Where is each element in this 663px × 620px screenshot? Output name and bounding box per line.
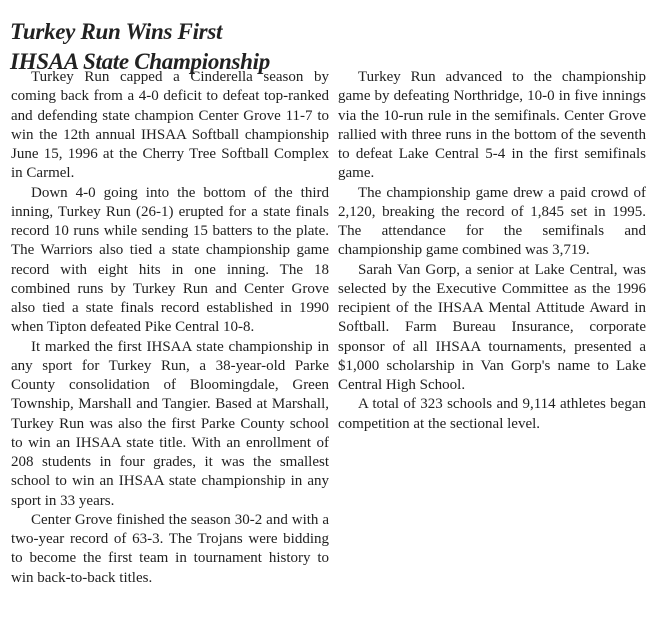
headline-line-2: IHSAA State Championship bbox=[10, 49, 270, 75]
paragraph: Sarah Van Gorp, a senior at Lake Central, was selected by the Executive Committee as the 1996 recipient of the IHSAA Mental Attitude Award in Softball. Farm Bureau Insurance, corporate sponsor of all IHSAA tournaments, presented a $1,000 scholarship in Van Gorp's name to Lake Central High School. bbox=[338, 261, 646, 393]
right-column bbox=[338, 68, 646, 434]
paragraph: Center Grove finished the season 30-2 and with a two-year record of 63-3. The Trojans were bidding to become the first team in tournament history to win back-to-back titles. bbox=[11, 511, 329, 586]
left-column bbox=[11, 68, 329, 588]
paragraph: A total of 323 schools and 9,114 athletes began competition at the sectional level. bbox=[338, 396, 646, 432]
headline-line-1: Turkey Run Wins First bbox=[10, 19, 223, 45]
paragraph: Turkey Run capped a Cinderella season by coming back from a 4-0 deficit to defeat top-ranked and defending state champion Center Grove 11-7 to win the 12th annual IHSAA Softball championship June 15, 1996 at the Cherry Tree Softball Complex in Carmel. bbox=[11, 69, 329, 182]
paragraph: The championship game drew a paid crowd of 2,120, breaking the record of 1,845 set in 1995. The attendance for the semifinals and championship game combined was 3,719. bbox=[338, 184, 646, 259]
paragraph: Down 4-0 going into the bottom of the third inning, Turkey Run (26-1) erupted for a state finals record 10 runs while sending 15 batters to the plate. The Warriors also tied a state championship game record with eight hits in one inning. The 18 combined runs by Turkey Run and Center Grove also tied a state finals record established in 1990 when Tipton defeated Pike Central 10-8. bbox=[11, 184, 329, 336]
paragraph: Turkey Run advanced to the championship game by defeating Northridge, 10-0 in five innings via the 10-run rule in the semifinals. Center Grove rallied with three runs in the bottom of the seventh to defeat Lake Central 5-4 in the first semifinals game. bbox=[338, 69, 646, 182]
paragraph: It marked the first IHSAA state championship in any sport for Turkey Run, a 38-year-old Parke County consolidation of Bloomingdale, Green Township, Marshall and Tangier. Based at Marshall, Turkey Run was also the first Parke County school to win an IHSAA state title. With an enrollment of 208 students in four grades, it was the smallest school to win an IHSAA state championship in any sport in 33 years. bbox=[11, 338, 329, 509]
